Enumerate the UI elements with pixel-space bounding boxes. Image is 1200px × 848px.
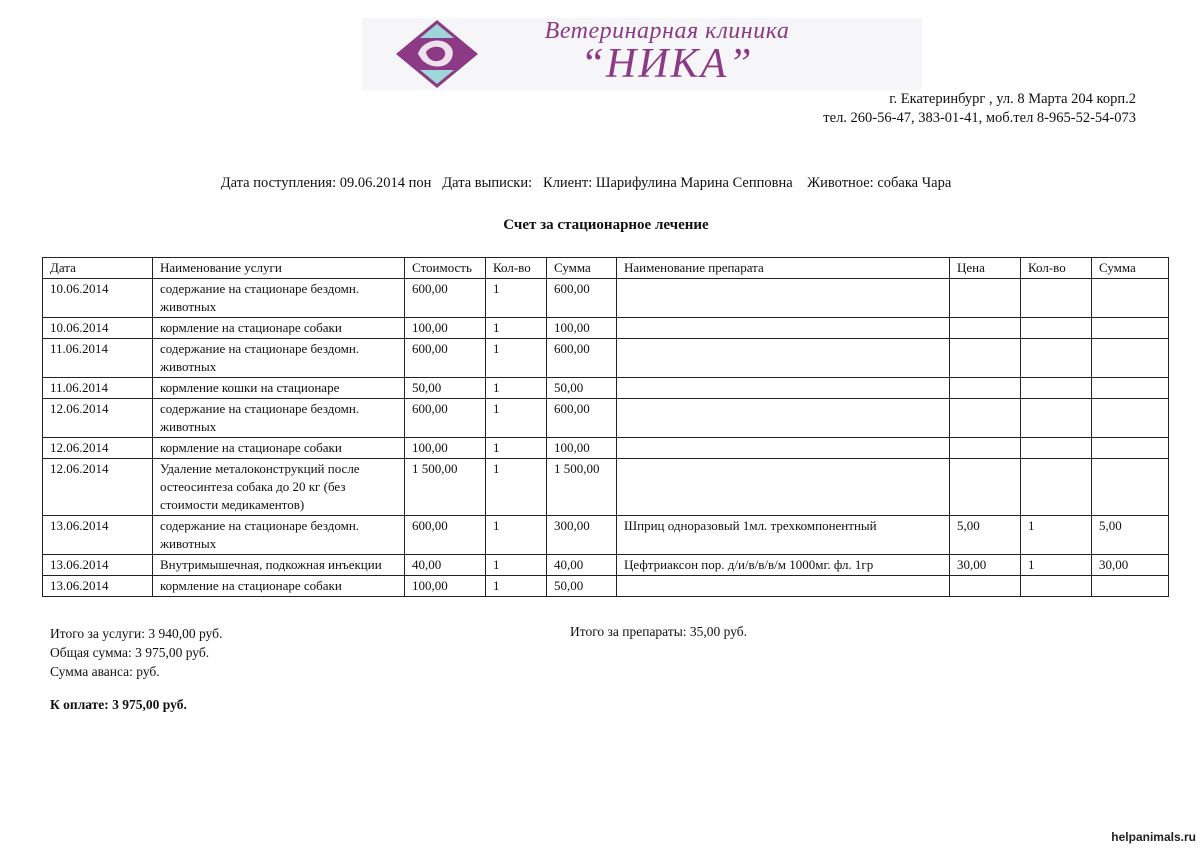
cell	[950, 279, 1021, 318]
cell: кормление кошки на стационаре	[153, 378, 405, 399]
cell: 50,00	[547, 378, 617, 399]
cell: 13.06.2014	[43, 576, 153, 597]
cell: 1	[1021, 516, 1092, 555]
cell	[617, 438, 950, 459]
cell: содержание на стационаре бездомн. животных	[153, 399, 405, 438]
cell: 1	[486, 516, 547, 555]
cell	[950, 438, 1021, 459]
cell: 40,00	[547, 555, 617, 576]
cell: кормление на стационаре собаки	[153, 438, 405, 459]
cell	[1021, 339, 1092, 378]
phone-line: тел. 260-56-47, 383-01-41, моб.тел 8-965-52-54-073	[823, 110, 1136, 126]
cell: 11.06.2014	[43, 378, 153, 399]
cell: 5,00	[1092, 516, 1169, 555]
cell: 600,00	[405, 516, 486, 555]
table-header-row	[43, 258, 1169, 279]
cell: 1	[486, 399, 547, 438]
cell	[1021, 318, 1092, 339]
cell	[617, 378, 950, 399]
cell: 1	[486, 438, 547, 459]
cell: 10.06.2014	[43, 279, 153, 318]
cell: 1 500,00	[405, 459, 486, 516]
cell	[1092, 318, 1169, 339]
cell: 100,00	[547, 318, 617, 339]
clinic-logo	[362, 18, 922, 90]
cell	[1021, 399, 1092, 438]
cell: 100,00	[405, 576, 486, 597]
table-row	[43, 576, 1169, 597]
cell	[950, 339, 1021, 378]
table-row	[43, 555, 1169, 576]
document-title: Счет за стационарное лечение	[503, 217, 709, 233]
header-sum: Сумма	[547, 258, 617, 279]
cell: 300,00	[547, 516, 617, 555]
cell: 1	[1021, 555, 1092, 576]
cell: 1	[486, 318, 547, 339]
cell	[1092, 438, 1169, 459]
cell: Удаление металоконструкций после остеосинтеза собака до 20 кг (без стоимости медикаментов)	[153, 459, 405, 516]
cell: Шприц одноразовый 1мл. трехкомпонентный	[617, 516, 950, 555]
cell: 40,00	[405, 555, 486, 576]
table-row	[43, 279, 1169, 318]
cell: 1	[486, 378, 547, 399]
cell: 50,00	[405, 378, 486, 399]
grand-total: Общая сумма: 3 975,00 руб.	[50, 645, 210, 660]
cell	[950, 399, 1021, 438]
cell	[1092, 399, 1169, 438]
cell	[950, 576, 1021, 597]
cell	[1092, 378, 1169, 399]
cell	[617, 318, 950, 339]
table-row	[43, 378, 1169, 399]
cell	[950, 318, 1021, 339]
address-line: г. Екатеринбург , ул. 8 Марта 204 корп.2	[889, 91, 1136, 107]
cell: 1 500,00	[547, 459, 617, 516]
cell	[617, 339, 950, 378]
services-total: Итого за услуги: 3 940,00 руб.	[50, 626, 223, 641]
cell: 12.06.2014	[43, 399, 153, 438]
cell: 13.06.2014	[43, 516, 153, 555]
cell: 600,00	[547, 399, 617, 438]
table-row	[43, 459, 1169, 516]
cell: 11.06.2014	[43, 339, 153, 378]
advance-amount: Сумма аванса: руб.	[50, 664, 160, 679]
header-drug-sum: Сумма	[1092, 258, 1169, 279]
header-service: Наименование услуги	[153, 258, 405, 279]
cell	[1021, 378, 1092, 399]
cell: 100,00	[405, 438, 486, 459]
cell	[617, 459, 950, 516]
cell: содержание на стационаре бездомн. животных	[153, 279, 405, 318]
cell: кормление на стационаре собаки	[153, 576, 405, 597]
cell: 100,00	[405, 318, 486, 339]
cell: 600,00	[405, 279, 486, 318]
cell: 10.06.2014	[43, 318, 153, 339]
drugs-total: Итого за препараты: 35,00 руб.	[570, 624, 748, 639]
cell: 600,00	[405, 399, 486, 438]
cell	[1021, 576, 1092, 597]
cell: 5,00	[950, 516, 1021, 555]
header-cost: Стоимость	[405, 258, 486, 279]
table-row	[43, 438, 1169, 459]
table-row	[43, 516, 1169, 555]
header-date: Дата	[43, 258, 153, 279]
cell	[617, 576, 950, 597]
cell	[1021, 438, 1092, 459]
cell	[1092, 459, 1169, 516]
cell: 600,00	[547, 339, 617, 378]
cell: 30,00	[1092, 555, 1169, 576]
cell: 1	[486, 279, 547, 318]
logo-clinic-name: “НИКА”	[580, 41, 754, 87]
header-qty: Кол-во	[486, 258, 547, 279]
cell: 1	[486, 339, 547, 378]
cell: содержание на стационаре бездомн. животных	[153, 339, 405, 378]
cell: 100,00	[547, 438, 617, 459]
cell: Цефтриаксон пор. д/и/в/в/в/м 1000мг. фл. 1гр	[617, 555, 950, 576]
cell: Внутримышечная, подкожная инъекции	[153, 555, 405, 576]
cell: содержание на стационаре бездомн. животных	[153, 516, 405, 555]
cell: 600,00	[547, 279, 617, 318]
patient-info-line: Дата поступления: 09.06.2014 пон Дата выписки: Клиент: Шарифулина Марина Сепповна Животное: собака Чара	[220, 175, 952, 191]
table-row	[43, 399, 1169, 438]
clinic-address	[823, 90, 1136, 128]
cell	[950, 459, 1021, 516]
cell: 50,00	[547, 576, 617, 597]
cell	[1021, 279, 1092, 318]
cell: 1	[486, 576, 547, 597]
header-drug: Наименование препарата	[617, 258, 950, 279]
cell	[1092, 339, 1169, 378]
cell	[950, 378, 1021, 399]
cell	[617, 279, 950, 318]
table-row	[43, 339, 1169, 378]
amount-to-pay: К оплате: 3 975,00 руб.	[50, 697, 187, 712]
cell	[1092, 279, 1169, 318]
cell: 30,00	[950, 555, 1021, 576]
clinic-emblem-icon	[392, 18, 482, 90]
cell: 600,00	[405, 339, 486, 378]
totals-block	[50, 624, 222, 681]
cell: 12.06.2014	[43, 438, 153, 459]
cell: 12.06.2014	[43, 459, 153, 516]
bill-table	[42, 257, 1169, 597]
cell: кормление на стационаре собаки	[153, 318, 405, 339]
header-drug-qty: Кол-во	[1021, 258, 1092, 279]
cell	[1092, 576, 1169, 597]
cell	[617, 399, 950, 438]
cell: 1	[486, 459, 547, 516]
cell: 13.06.2014	[43, 555, 153, 576]
table-row	[43, 318, 1169, 339]
watermark: helpanimals.ru	[1111, 830, 1196, 844]
cell: 1	[486, 555, 547, 576]
header-price: Цена	[950, 258, 1021, 279]
logo-clinic-label: Ветеринарная клиника	[544, 18, 790, 44]
cell	[1021, 459, 1092, 516]
